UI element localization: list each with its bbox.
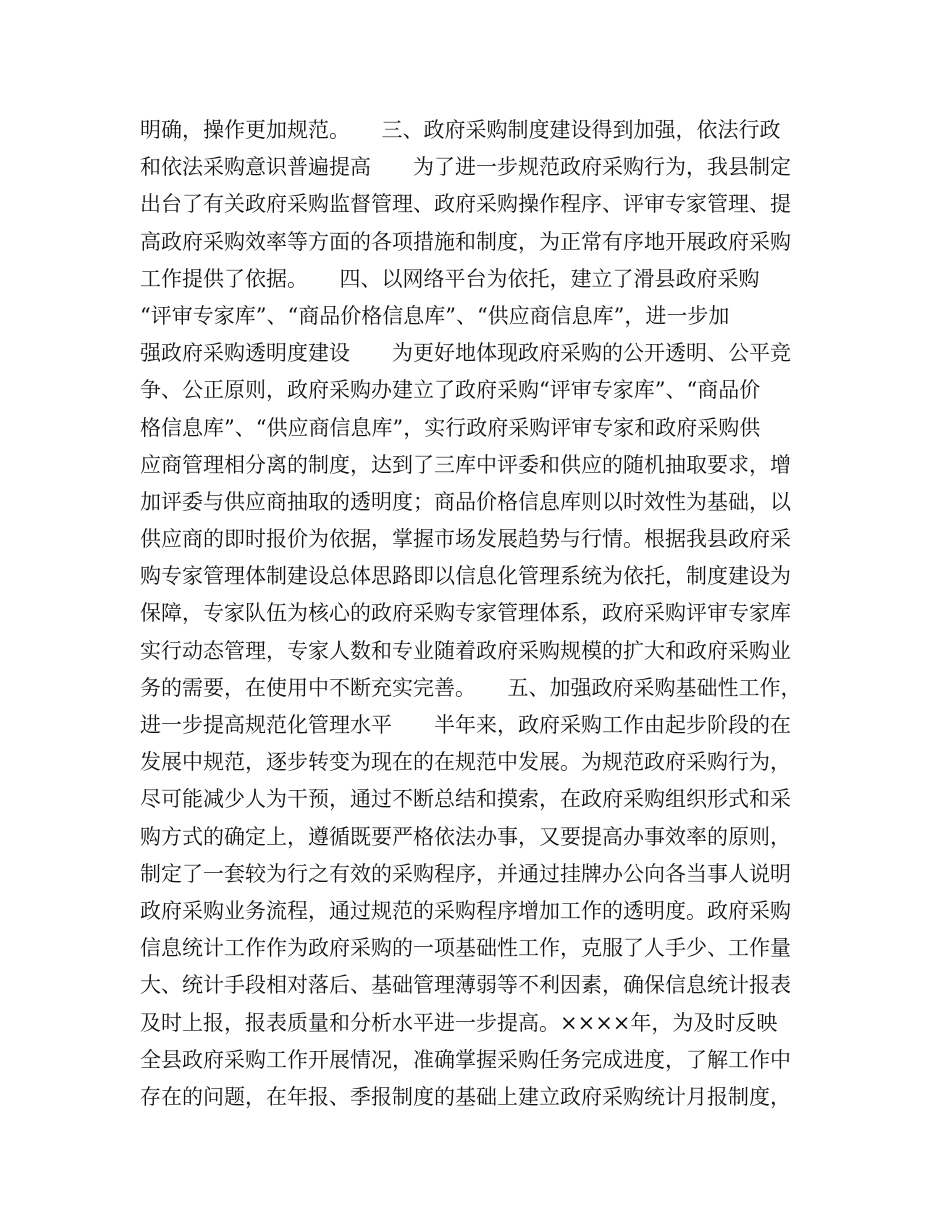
- text-line: 高政府采购效率等方面的各项措施和制度，为正常有序地开展政府采购: [140, 229, 791, 254]
- text-line: 发展中规范，逐步转变为现在的在规范中发展。为规范政府采购行为，: [140, 750, 791, 775]
- text-line: 购专家管理体制建设总体思路即以信息化管理系统为依托，制度建设为: [140, 564, 791, 589]
- text-line: 保障，专家队伍为核心的政府采购专家管理体系，政府采购评审专家库: [140, 601, 791, 626]
- text-line: 信息统计工作作为政府采购的一项基础性工作，克服了人手少、工作量: [140, 936, 791, 961]
- text-line: 政府采购业务流程，通过规范的采购程序增加工作的透明度。政府采购: [140, 898, 791, 923]
- text-line: 格信息库”、“供应商信息库”，实行政府采购评审专家和政府采购供: [140, 415, 761, 440]
- text-line: 大、统计手段相对落后、基础管理薄弱等不利因素，确保信息统计报表: [140, 973, 791, 998]
- text-line: 实行动态管理，专家人数和专业随着政府采购规模的扩大和政府采购业: [140, 638, 791, 663]
- text-line: “评审专家库”、“商品价格信息库”、“供应商信息库”，进一步加: [140, 303, 730, 328]
- body-text: [140, 112, 840, 1116]
- text-line: 及时上报，报表质量和分析水平进一步提高。××××年，为及时反映: [140, 1010, 778, 1035]
- text-line: 存在的问题，在年报、季报制度的基础上建立政府采购统计月报制度，: [140, 1084, 791, 1109]
- text-line: 应商管理相分离的制度，达到了三库中评委和供应的随机抽取要求，增: [140, 452, 791, 477]
- text-line: 工作提供了依据。 四、以网络平台为依托，建立了滑县政府采购: [140, 266, 760, 291]
- text-line: 进一步提高规范化管理水平 半年来，政府采购工作由起步阶段的在: [140, 713, 791, 737]
- text-line: 务的需要，在使用中不断充实完善。 五、加强政府采购基础性工作，: [140, 675, 802, 700]
- text-line: 制定了一套较为行之有效的采购程序，并通过挂牌办公向各当事人说明: [140, 861, 791, 886]
- text-line: 尽可能减少人为干预，通过不断总结和摸索，在政府采购组织形式和采: [140, 787, 791, 812]
- text-line: 和依法采购意识普遍提高 为了进一步规范政府采购行为，我县制定: [140, 155, 791, 180]
- text-line: 购方式的确定上，遵循既要严格依法办事，又要提高办事效率的原则，: [140, 824, 791, 849]
- text-line: 明确，操作更加规范。 三、政府采购制度建设得到加强，依法行政: [140, 118, 781, 142]
- text-line: 供应商的即时报价为依据，掌握市场发展趋势与行情。根据我县政府采: [140, 527, 791, 552]
- text-line: 全县政府采购工作开展情况，准确掌握采购任务完成进度，了解工作中: [140, 1047, 791, 1072]
- text-line: 加评委与供应商抽取的透明度；商品价格信息库则以时效性为基础，以: [140, 489, 791, 514]
- text-line: 强政府采购透明度建设 为更好地体现政府采购的公开透明、公平竞: [140, 341, 791, 366]
- text-line: 出台了有关政府采购监督管理、政府采购操作程序、评审专家管理、提: [140, 192, 791, 217]
- text-line: 争、公正原则，政府采购办建立了政府采购“评审专家库”、“商品价: [140, 378, 761, 403]
